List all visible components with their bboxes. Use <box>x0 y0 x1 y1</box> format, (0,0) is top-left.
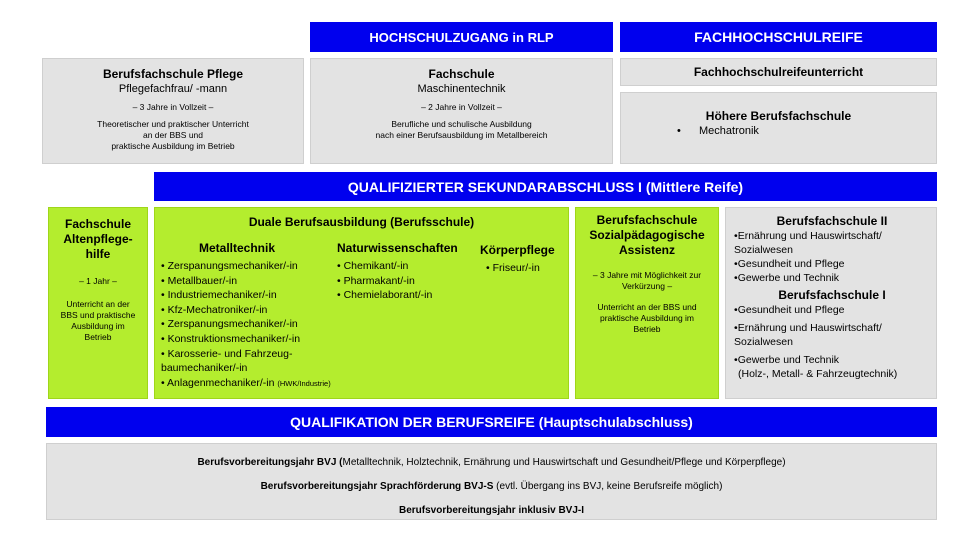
bfs-pflege-subtitle: Pflegefachfrau/ -mann <box>118 83 228 95</box>
box-sozialpaed <box>575 207 719 399</box>
fachschule-title: Fachschule <box>428 67 495 81</box>
bvj-line-3: Berufsvorbereitungsjahr inklusiv BVJ-I <box>398 505 585 516</box>
header-hochschulzugang: HOCHSCHULZUGANG in RLP <box>310 22 613 52</box>
bfs1-title: Berufsfachschule I <box>778 288 886 302</box>
altenpflege-title-2: Altenpflege- <box>63 232 133 246</box>
altenpflege-title-3: hilfe <box>85 247 111 261</box>
duale-metall-item-last: • Anlagenmechaniker/-in (HWK/Industrie) <box>161 376 331 389</box>
sozial-title-3: Assistenz <box>618 243 676 257</box>
sozial-title-1: Berufsfachschule <box>596 213 698 227</box>
bfs-pflege-duration: – 3 Jahre in Vollzeit – <box>132 102 214 112</box>
duale-koerper-column <box>480 243 570 276</box>
bfs1-item-cont: (Holz-, Metall- & Fahrzeugtechnik) <box>738 368 898 380</box>
bfs-pflege-desc-3: praktische Ausbildung im Betrieb <box>111 141 235 151</box>
box-bfs-1-2 <box>725 207 937 399</box>
duale-koerper-item: • Friseur/-in <box>486 261 570 276</box>
duale-natur-heading: Naturwissenschaften <box>337 241 458 255</box>
fachschule-subtitle: Maschinentechnik <box>417 83 506 95</box>
bfs-pflege-title: Berufsfachschule Pflege <box>102 67 244 81</box>
duale-natur-item: • Pharmakant/-in <box>337 274 477 289</box>
altenpflege-desc-2: BBS und praktische <box>60 310 136 320</box>
bfs1-item: • Ernährung und Hauswirtschaft/ Sozialwesen <box>734 321 930 349</box>
fachschule-desc-1: Berufliche und schulische Ausbildung <box>391 119 532 129</box>
altenpflege-desc-3: Ausbildung im <box>71 321 125 331</box>
duale-metall-item: • Zerspanungsmechaniker/-in <box>161 259 341 274</box>
duale-natur-item: • Chemielaborant/-in <box>337 288 477 303</box>
box-bfs-pflege <box>42 58 304 164</box>
duale-metall-item: • Karosserie- und Fahrzeug- <box>161 347 341 362</box>
bfs1-item: • Gesundheit und Pflege <box>734 303 930 317</box>
altenpflege-title-1: Fachschule <box>64 217 132 231</box>
duale-metall-item: • Zerspanungsmechaniker/-in <box>161 317 341 332</box>
duale-natur-column <box>337 241 477 303</box>
altenpflege-desc-1: Unterricht an der <box>66 299 130 309</box>
hoehere-bfs-title: Höhere Berufsfachschule <box>705 109 852 123</box>
duale-metall-heading: Metalltechnik <box>199 241 276 255</box>
box-bvj <box>46 443 937 520</box>
bfs2-item: • Ernährung und Hauswirtschaft/ Sozialwesen <box>734 229 930 257</box>
bfs2-item: • Gesundheit und Pflege <box>734 257 930 271</box>
sozial-desc-3: Betrieb <box>633 324 661 334</box>
fachschule-duration: – 2 Jahre in Vollzeit – <box>421 102 502 112</box>
bvj-line-1: Berufsvorbereitungsjahr BVJ (Metalltechnik, Holztechnik, Ernährung und Hauswirtschaft und Gesundheit/Pflege und Körperpflege) <box>197 457 786 468</box>
box-altenpflege <box>48 207 148 399</box>
box-hoehere-bfs <box>620 92 937 164</box>
bfs1-item: • Gewerbe und Technik <box>734 353 930 367</box>
sozial-duration-1: – 3 Jahre mit Möglichkeit zur <box>592 270 702 280</box>
sozial-desc-1: Unterricht an der BBS und <box>597 302 697 312</box>
fh-unterricht-title: Fachhochschulreifeunterricht <box>693 64 864 79</box>
hoehere-bfs-item: • Mechatronik <box>677 125 759 137</box>
bfs-pflege-desc-2: an der BBS und <box>142 130 203 140</box>
banner-berufsreife: QUALIFIKATION DER BERUFSREIFE (Hauptschulabschluss) <box>46 407 937 437</box>
altenpflege-desc-4: Betrieb <box>84 332 112 342</box>
box-duale-ausbildung <box>154 207 569 399</box>
header-fachhochschulreife: FACHHOCHSCHULREIFE <box>620 22 937 52</box>
bfs2-title: Berufsfachschule II <box>776 214 888 228</box>
duale-natur-item: • Chemikant/-in <box>337 259 477 274</box>
sozial-duration-2: Verkürzung – <box>621 281 673 291</box>
bvj-line-2: Berufsvorbereitungsjahr Sprachförderung BVJ-S (evtl. Übergang ins BVJ, keine Berufsreife möglich) <box>260 481 723 492</box>
bfs-pflege-desc-1: Theoretischer und praktischer Unterricht <box>97 119 249 129</box>
fachschule-desc-2: nach einer Berufsausbildung im Metallbereich <box>375 130 548 140</box>
duale-metall-column <box>161 241 341 391</box>
sozial-desc-2: praktische Ausbildung im <box>599 313 695 323</box>
banner-mittlere-reife: QUALIFIZIERTER SEKUNDARABSCHLUSS I (Mittlere Reife) <box>154 172 937 201</box>
duale-metall-item: • Kfz-Mechatroniker/-in <box>161 303 341 318</box>
duale-metall-item: • Konstruktionsmechaniker/-in <box>161 332 341 347</box>
duale-koerper-heading: Körperpflege <box>480 243 555 257</box>
duale-title: Duale Berufsausbildung (Berufsschule) <box>248 215 475 229</box>
bfs2-item: • Gewerbe und Technik <box>734 271 930 285</box>
altenpflege-duration: – 1 Jahr – <box>79 276 117 286</box>
sozial-title-2: Sozialpädagogische <box>589 228 705 242</box>
duale-metall-item: • Metallbauer/-in <box>161 274 341 289</box>
duale-metall-item: • Industriemechaniker/-in <box>161 288 341 303</box>
duale-metall-item-cont: baumechaniker/-in <box>161 362 248 375</box>
box-fachschule <box>310 58 613 164</box>
box-fh-unterricht <box>620 58 937 86</box>
